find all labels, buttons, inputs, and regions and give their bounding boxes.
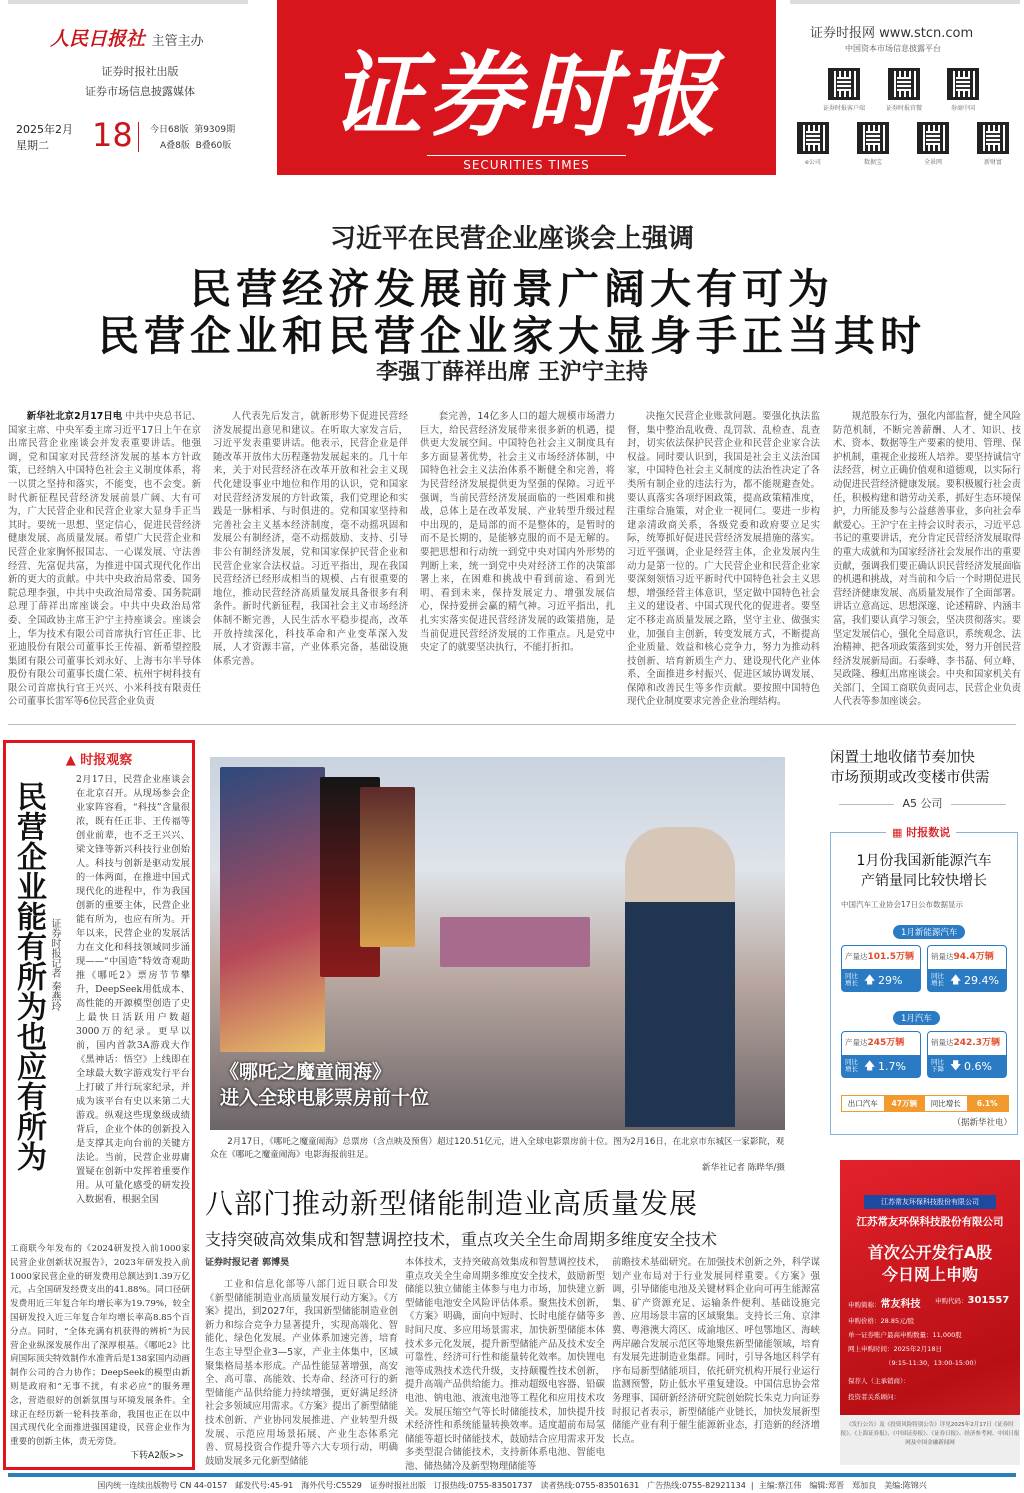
value: 常友科技 <box>880 1299 921 1310</box>
logo-text: 证券时报 <box>330 41 723 149</box>
qr-label: 全景网 <box>923 159 942 166</box>
arrow-up-icon: 🡅 <box>950 972 962 986</box>
observation-body: 2月17日，民营企业座谈会在北京召开。从现场参会企业家阵容看，“科技”含量很浓，既有任正非、王传福等创业前辈，也不乏王兴兴、梁文锋等新兴科技行业创始人。科技与创新是驱动发展的一体两面，在推进中国式现代化的进程中，作为我国创新的重要主体，民营企业能有所为，也应有所为。开年以来，民营企业的发展活力在文化和科技领域同步涌现——“中国造”特效奇观助推《哪吒2》票房节节攀升，DeepSeek用低成本、高性能的开源模型创造了史上最快日活跃用户数超3000万的纪录。更早以前，国内首款3A游戏大作《黑神话：悟空》上线即在全球最大数字游戏发行平台上打破了并行玩家纪录，并成为该平台有史以来第二大游戏。纵观这些现象级成绩背后，企业个体的创新投入是支撑其走向台前的关键方法论。当前，民营企业毋庸置疑在创新中发挥着重要作用。从可量化感受的研发投入数据看，根据全国 <box>76 774 190 1205</box>
title-line: 产销量同比较快增长 <box>861 873 987 889</box>
qr-code[interactable] <box>917 122 961 166</box>
qr-code[interactable] <box>797 122 841 166</box>
qr-code-icon <box>977 122 1009 154</box>
cinema-sign <box>490 812 610 842</box>
ad-price: 申购价格：28.85元/股 <box>848 1317 915 1325</box>
chart-icon: ▦ <box>892 826 903 839</box>
qr-label: 券商中国 <box>950 105 975 112</box>
ad-short-name <box>848 1295 921 1310</box>
data-box-title <box>831 851 1017 891</box>
sponsor-line <box>50 24 204 51</box>
ad-fine-print: 《发行公告》及《投资风险特别公告》详见2025年2月17日《证券时报》、《上海证券报》、《中国证券报》、《证券日报》、经济参考网、中国日报网及中国金融新闻网 <box>840 1415 1020 1465</box>
display-table <box>440 917 590 967</box>
data-box <box>830 826 1018 1135</box>
lead-subhead: 李强丁薛祥出席 王沪宁主持 <box>376 360 648 385</box>
section-label: 时报观察 <box>80 753 133 768</box>
divider <box>138 122 139 152</box>
change-label: 同比下降 <box>931 1057 944 1073</box>
qr-label: 新财富 <box>983 159 1002 166</box>
stat-change <box>842 1055 920 1077</box>
company-logo: 江苏常友环保科技股份有限公司 <box>864 1195 996 1209</box>
stat-change <box>928 1055 1006 1077</box>
movie-poster <box>220 767 325 1052</box>
lead-column: 决拖欠民营企业账款问题。要强化执法监督，集中整治乱收费、乱罚款、乱检查、乱查封，切实依法保护民营企业和民营企业家合法权益。同时要认识到，我国是社会主义法治国家，中国特色社会主义制度的法治性决定了各类所有制企业的违法行为，都不能规避查处。要认真落实各项纾困政策，提高政策精准度，注重综合施策，对企业一视同仁。要进一步构建亲清政商关系，各级党委和政府要立足实际，统筹抓好促进民营经济发展措施的落实。习近平强调，企业是经营主体，企业发展内生动力是第一位的。广大民营企业和民营企业家要深刻领悟习近平新时代中国特色社会主义思想，增强经营主体意识，坚定做中国特色社会主义的建设者、中国式现代化的促进者。要坚定不移走高质量发展之路，坚守主业、做强实业，加强自主创新，转变发展方式，不断提高企业质量、效益和核心竞争力，努力为推动科技创新、培育新质生产力、建设现代化产业体系、全面推进乡村振兴、促进区域协调发展、保障和改善民生等多作贡献。要按照中国特色现代企业制度要求完善企业治理结构。 <box>627 411 820 708</box>
group-label: 1月汽车 <box>893 1011 940 1025</box>
stat-card <box>841 1031 921 1078</box>
article-column: 本体技术，支持突破高效集成和智慧调控技术，重点攻关全生命周期多维度安全技术，鼓励新型储能以独立储能主体参与电力市场，加快建立新型储能电池安全风险评估体系。聚焦技术创新，《方案》明确，面向中短时、长时电能存储等多时间尺度、多应用场景需求，加快新型储能本体技术多元化发展，提升新型储能产品及技术安全可靠性、经济可行性和能量转化效率。加快锂电池等成熟技术迭代升级，支持颠覆性技术创新，提升高端产品供给能力。推动超级电容器、铅碳电池、钠电池、液流电池等工程化和应用技术攻关。发展压缩空气等长时储能技术，加快提升技术经济性和系统能量转换效率。适度超前布局氢储能等超长时储能技术，鼓励结合应用需求开发多类型混合储能技术，支持新体系电池、智能电池、储热储冷及新型物理储能等 <box>405 1257 605 1472</box>
article-column: 前瞻技术基础研究。在加强技术创新之外，科学谋划产业布局对于行业发展同样重要。《方案》强调，引导储能电池及关键材料企业向可再生能源富集、矿产资源充足、运输条件便利、基础设施完善、应用场景丰富的区域聚集。支持长三角、京津冀、粤港澳大湾区、成渝地区、呼包鄂地区、海峡两岸融合发展示范区等地聚焦新型储能领域，培育有发展先进制造业集群。同时，引导各地区科学有序布局新型储能项目，依托研究机构开展行业运行监测预警，防止低水平重复建设。中国信息协会常务理事、国研新经济研究院创始院长朱克力向证券时报记者表示，新型储能产业链长，加快发展新型储能产业有利于催生能源新业态，打造新的经济增长点。 <box>612 1257 820 1445</box>
qr-code-icon <box>917 122 949 154</box>
metric-label: 产量达 <box>845 952 868 961</box>
ipo-advertisement[interactable] <box>840 1160 1020 1465</box>
observation-title[interactable]: 民营企业能有所为也应有所为 <box>11 781 46 1171</box>
publisher: 证券时报社出版 <box>101 65 179 78</box>
export-value: 47万辆 <box>884 1096 926 1111</box>
export-change: 6.1% <box>967 1096 1009 1111</box>
stat-card <box>927 945 1007 992</box>
metric-value: 101.5万辆 <box>867 952 914 962</box>
change-value: 29% <box>878 973 903 987</box>
section-divider <box>8 724 1016 725</box>
website-tagline: 中国资本市场信息披露平台 <box>845 44 941 53</box>
stat-metric <box>842 1032 920 1051</box>
stat-change <box>928 969 1006 991</box>
data-source: 中国汽车工业协会17日公布数据显示 <box>841 900 964 909</box>
observation-section <box>6 749 192 768</box>
metric-value: 242.3万辆 <box>953 1038 1000 1048</box>
qr-code-icon <box>888 68 920 100</box>
data-box-section <box>886 824 956 840</box>
photo-overlay-title: 《哪吒之魔童闹海》 <box>220 1061 392 1083</box>
teaser-line: 市场预期或改变楼市供需 <box>830 770 990 786</box>
ad-ir: 投资者关系顾问： <box>848 1393 900 1401</box>
weekday: 星期二 <box>16 139 49 152</box>
pages-today: 今日68版 <box>150 125 189 135</box>
qr-code-icon <box>947 68 979 100</box>
stat-metric <box>842 946 920 965</box>
dateline: 新华社北京2月17日电 <box>26 411 123 422</box>
year-month: 2025年2月 <box>16 123 73 136</box>
group-label: 1月新能源汽车 <box>893 925 965 939</box>
lead-column: 套完善，14亿多人口的超大规模市场潜力巨大，给民营经济发展带来很多新的机遇，提供更大发展空间。中国特色社会主义制度具有多方面显著优势，社会主义市场经济体制，中国特色社会主义法治体系不断健全和完善，将为民营经济发展提供更为坚强的保障。习近平强调，当前民营经济发展面临的一些困难和挑战，总体上是在改革发展、产业转型升级过程中出现的，是局部的而不是整体的，是暂时的而不是长期的，是能够克服的而不是无解的。要把思想和行动统一到党中央对国内外形势的判断上来，统一到党中央对经济工作的决策部署上来，在困难和挑战中看到前途、看到光明、看到未来，保持发展定力、增强发展信心，保持爱拼会赢的精气神。习近平指出，扎扎实实落实促进民营经济发展的政策措施，是当前促进民营经济发展的工作重点。凡是党中央定了的就要坚决执行，不能打折扣。 <box>420 411 615 654</box>
issue-number: 第9309期 <box>194 125 236 135</box>
footer-info: 国内统一连续出版物号 CN 44-0157 邮发代号:45-91 海外代号:C5529 证券时报社出版 订报热线:0755-83501737 读者热线:0755-83501631 广告热线:0755-82921134 <box>97 1481 746 1490</box>
stat-change <box>842 969 920 991</box>
date-block <box>16 122 73 154</box>
change-label: 同比增长 <box>845 1057 858 1073</box>
qr-code[interactable] <box>822 68 872 112</box>
article-byline: 证券时报记者 郭博昊 <box>205 1258 290 1268</box>
change-value: 29.4% <box>964 973 999 987</box>
masthead-logo <box>277 0 776 175</box>
ad-company: 江苏常友环保科技股份有限公司 <box>856 1216 1004 1228</box>
metric-label: 销量达 <box>931 1038 954 1047</box>
qr-code-icon <box>797 122 829 154</box>
metric-value: 94.4万辆 <box>953 952 994 962</box>
ad-max-qty: 单一证券账户最高申购数量：11,000股 <box>848 1331 962 1339</box>
label: 申购代码： <box>935 1297 968 1305</box>
ad-headline <box>840 1242 1020 1286</box>
top-rule <box>790 0 1020 4</box>
footer-editors: 主编:蔡江伟 编辑:郑晋 郑加良 美编:陈锦兴 <box>758 1481 927 1490</box>
teaser-page[interactable]: A5 公司 <box>830 795 1015 811</box>
change-value: 1.7% <box>878 1059 906 1073</box>
stack-a: A叠8版 <box>160 141 190 151</box>
qr-code[interactable] <box>947 68 991 112</box>
ad-date: 网上申购时间：2025年2月18日 <box>848 1345 942 1353</box>
export-change-label: 同比增长 <box>930 1099 961 1108</box>
data-footnote: （据新华社电） <box>952 1118 1012 1128</box>
logo-english: SECURITIES TIMES <box>427 155 626 172</box>
title-line: 1月份我国新能源汽车 <box>856 853 992 869</box>
stat-card <box>927 1031 1007 1078</box>
lead-column: 规范股东行为，强化内部监督，健全风险防范机制，不断完善薪酬、人才、知识、技术、资本、数据等生产要素的使用、管理、保护机制，重视企业接班人培养。要坚持诚信守法经营，树立正确价值观和道德观，以实际行动促进民营经济健康发展。要积极履行社会责任，积极构建和谐劳动关系，抓好生态环境保护，力所能及参与公益慈善事业，多向社会奉献爱心。王沪宁在主持会议时表示，习近平总书记的重要讲话，充分肯定民营经济发展取得的重大成就和为国家经济社会发展作出的重要贡献，强调我们要正确认识民营经济发展面临的机遇和挑战，对当前和今后一个时期促进民营经济健康发展、高质量发展作了全面部署。讲话立意高远、思想深邃、论述精辟、内涵丰富，我们要认真学习领会，坚决贯彻落实。要坚定发展信心，强化全局意识，系统观念、法治精神、把各项政策落到实处，努力开创民营经济发展新局面。石泰峰、李书磊、何立峰、吴政隆、穆虹出席座谈会。中央和国家机关有关部门、全国工商联负责同志，民营企业负责人代表等参加座谈会。 <box>833 411 1021 708</box>
website[interactable]: 证券时报网 www.stcn.com <box>810 26 974 41</box>
movie-poster <box>360 787 415 947</box>
lead-column <box>8 410 201 708</box>
footer: 国内统一连续出版物号 CN 44-0157 邮发代号:45-91 海外代号:C5529 证券时报社出版 订报热线:0755-83501737 读者热线:0755-83501631 广告热线:0755-82921134 | 主编:蔡江伟 编辑:郑晋 郑加良 美编:陈锦兴 <box>97 1481 927 1490</box>
qr-label: e公司 <box>805 159 821 166</box>
observation-body-wide: 工商联今年发布的《2024研发投入前1000家民营企业创新状况报告》，2023年研发投入前1000家民营企业的研发费用总额达到1.39万亿元，占全国研发经费支出的41.88%。同口径研发费用近三年复合年均增长率为19.79%，较全国研发投入近三年复合年均增长率高8.85个百分点。同时，“全体充满有机获得的辨析”为民营企业纵深发展作出了深厚根基。《哪吒2》比肩国际顶尖特效制作水准背后是138家国内动画制作公司的合力协作；DeepSeek的模型由新则是政府和“无事不扰，有求必应”的服务理念，营造很好的创新氛围与环境发展条件。全球正在经历新一轮科技革命，我国也正在以中国式现代化全面推进强国建设，民营企业作为重要的创新主体，责无旁贷。 <box>10 1244 190 1448</box>
teaser-headline[interactable] <box>830 748 990 788</box>
ad-sponsor: 保荐人（主承销商）： <box>848 1377 910 1385</box>
lead-kicker: 习近平在民营企业座谈会上强调 <box>329 224 694 254</box>
qr-code[interactable] <box>977 122 1021 166</box>
article-headline[interactable]: 八部门推动新型储能制造业高质量发展 <box>205 1187 699 1220</box>
day-number: 18 <box>92 116 133 154</box>
stat-card <box>841 945 921 992</box>
metric-label: 产量达 <box>845 1038 868 1047</box>
arrow-down-icon: 🡇 <box>950 1058 962 1072</box>
value: 301557 <box>967 1295 1010 1306</box>
lead-column: 人代表先后发言，就新形势下促进民营经济发展提出意见和建议。在听取大家发言后，习近平发表重要讲话。他表示，民营企业是伴随改革开放伟大历程蓬勃发展起来的。几十年来，关于对民营经济在改革开放和社会主义现代化建设事业中地位和作用的认识，党和国家对民营经济发展的方针政策，我们党理论和实践是一脉相承、与时俱进的。党和国家坚持和完善社会主义基本经济制度，毫不动摇巩固和发展公有制经济，毫不动摇鼓励、支持、引导非公有制经济发展，党和国家保护民营企业和民营企业家合法权益。习近平指出，现在我国民营经济已经形成相当的规模、占有很重要的地位，推动民营经济高质量发展具备很多有利条件。新时代新征程，我国社会主义市场经济体制不断完善，人民生活水平稳步提高，改革开放持续深化，科技革命和产业变革深入发展，人才资源丰富，产业体系完备，基础设施体系完善。 <box>213 411 408 667</box>
qr-code-icon <box>857 122 889 154</box>
qr-label: 证券时报客户端 <box>822 105 865 112</box>
top-rule <box>8 0 248 4</box>
change-label: 同比增长 <box>845 971 858 987</box>
news-photo <box>210 757 785 1130</box>
caption-text: 2月17日，《哪吒之魔童闹海》总票房（含点映及预售）超过120.51亿元，进入全球电影票房前十位。图为2月16日，在北京市东城区一家影院，观众在《哪吒之魔童闹海》电影海报前驻足。 <box>210 1137 785 1160</box>
qr-label: 数据宝 <box>863 159 882 166</box>
arrow-up-icon: 🡅 <box>864 1058 876 1072</box>
qr-code[interactable] <box>857 122 901 166</box>
person-silhouette <box>625 827 735 1127</box>
lead-headline[interactable]: 民营企业和民营企业家大显身手正当其时 <box>98 312 926 360</box>
observation-box <box>3 740 195 1470</box>
lead-headline[interactable]: 民营经济发展前景广阔大有可为 <box>190 265 834 313</box>
photo-credit: 新华社记者 陈晔华/摄 <box>702 1163 785 1173</box>
ad-code <box>935 1295 1009 1306</box>
label: 申购简称： <box>848 1301 881 1309</box>
export-label: 出口汽车 <box>847 1099 878 1108</box>
article-column: 工业和信息化部等八部门近日联合印发《新型储能制造业高质量发展行动方案》。《方案》提出，到2027年，我国新型储能制造业创新力和综合竞争力显著提升，实现高端化、智能化、绿色化发展。产业体系加速完善，培育生态主导型企业3—5家，产业主体集中，区域聚集格局基本形成。产品性能显著增强，高安全、高可靠、高能效、长寿命、经济可行的新型储能产品供给能力持续增强，更好满足经济社会多领域应用需求。《方案》提出了新型储能技术创新、产业协同发展推进、产业转型升级发展、示范应用场景拓展、产业生态体系完善、贸易投资合作提升等六大专项行动，明确鼓励发展多元化新型储能 <box>205 1279 398 1467</box>
metric-label: 销量达 <box>931 952 954 961</box>
qr-label: 证券时报官微 <box>885 105 922 112</box>
peoples-daily-logo: 人民日报社 <box>50 28 146 50</box>
photo-overlay-subtitle: 进入全球电影票房前十位 <box>220 1087 430 1109</box>
qr-code[interactable] <box>885 68 932 112</box>
metric-value: 245万辆 <box>867 1038 905 1048</box>
positioning: 证券市场信息披露媒体 <box>85 85 195 98</box>
photo-caption <box>210 1136 785 1175</box>
change-value: 0.6% <box>964 1059 992 1073</box>
change-label: 同比增长 <box>931 971 944 987</box>
stat-metric <box>928 946 1006 965</box>
stat-metric <box>928 1032 1006 1051</box>
arrow-up-icon: 🡅 <box>864 972 876 986</box>
article-subhead: 支持突破高效集成和智慧调控技术，重点攻关全生命周期多维度安全技术 <box>205 1230 718 1249</box>
ad-time: （9:15-11:30，13:00-15:00） <box>885 1359 980 1367</box>
continued-link[interactable]: 下转A2版>> <box>130 1451 184 1461</box>
stack-b: B叠60版 <box>195 141 232 151</box>
footer-rule <box>8 1473 1016 1477</box>
teaser-line: 闲置土地收储节奏加快 <box>830 750 975 766</box>
column-text: 中共中央总书记、国家主席、中央军委主席习近平17日上午在京出席民营企业座谈会并发表重要讲话。他强调，党和国家对民营经济发展的基本方针政策，已经纳入中国特色社会主义制度体系，将一以贯之坚持和落实，不能变，也不会变。新时代新征程民营经济发展前景广阔、大有可为，广大民营企业和民营企业家大显身手正当其时。要统一思想、坚定信心，促进民营经济健康发展、高质量发展。希望广大民营企业和民营企业家胸怀报国志、一心谋发展、守法善经营、先富促共富，为推进中国式现代化作出新的更大的贡献。中共中央政治局常委、国务院总理李强，中共中央政治局常委、国务院副总理丁薛祥出席座谈会。中共中央政治局常委、全国政协主席王沪宁主持座谈会。座谈会上，华为技术有限公司首席执行官任正非、比亚迪股份有限公司董事长王传福、新希望控股集团有限公司董事长刘永好、上海韦尔半导体股份有限公司董事长虞仁荣、杭州宇树科技有限公司首席执行官王兴兴、小米科技有限责任公司董事长雷军等6位民营企业负责 <box>8 411 201 708</box>
ad-line: 首次公开发行A股 <box>867 1243 993 1262</box>
ad-line: 今日网上申购 <box>881 1265 978 1284</box>
issue-info <box>150 122 235 154</box>
observation-byline: 证券时报记者 秦燕玲 <box>49 918 60 1012</box>
sponsor-role: 主管主办 <box>151 34 204 49</box>
section-label: 时报数说 <box>906 826 951 839</box>
export-row <box>841 1095 1009 1112</box>
megaphone-icon: ▲ <box>65 753 76 768</box>
qr-code-icon <box>828 68 860 100</box>
